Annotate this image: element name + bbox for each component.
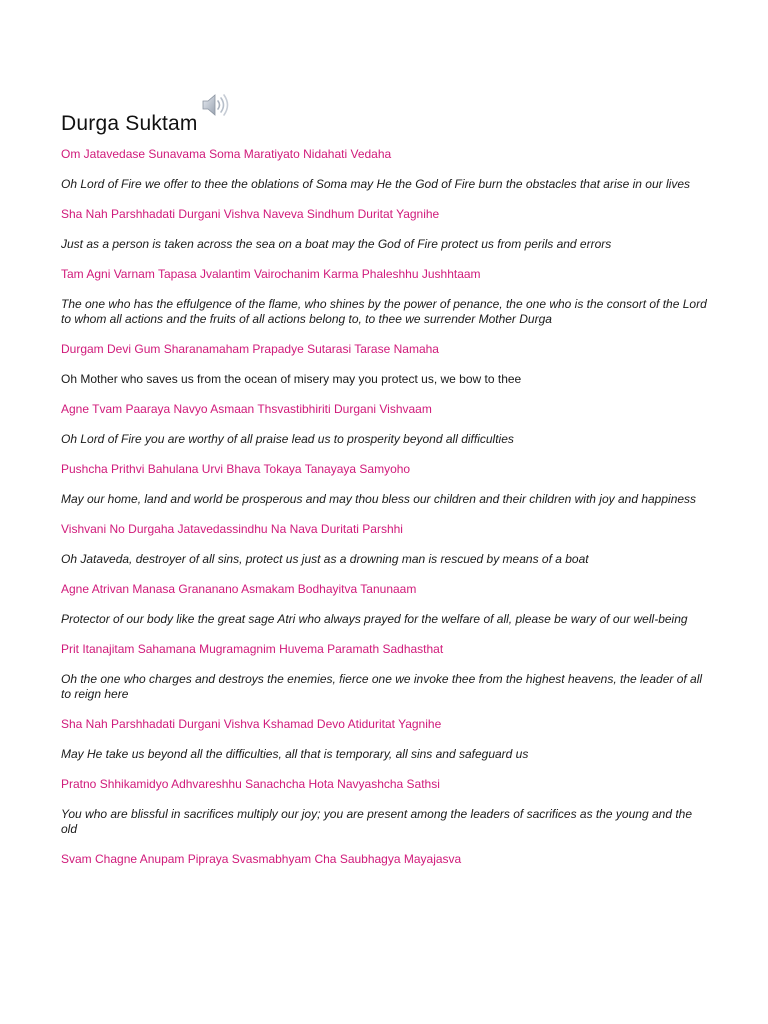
verse-translation: Oh Mother who saves us from the ocean of misery may you protect us, we bow to thee (61, 372, 522, 386)
verse-sanskrit: Durgam Devi Gum Sharanamaham Prapadye Sutarasi Tarase Namaha (61, 342, 439, 356)
verse-translation: Just as a person is taken across the sea on a boat may the God of Fire protect us from perils and errors (61, 237, 612, 251)
verse-translation: Protector of our body like the great sage Atri who always prayed for the welfare of all, please be wary of our well-being (61, 612, 688, 626)
verse-translation: Oh Jataveda, destroyer of all sins, protect us just as a drowning man is rescued by means of a boat (61, 552, 589, 566)
title-row (61, 100, 711, 134)
verse-sanskrit: Sha Nah Parshhadati Durgani Vishva Kshamad Devo Atiduritat Yagnihe (61, 717, 442, 731)
verse-list (61, 147, 711, 867)
verse-sanskrit: Pushcha Prithvi Bahulana Urvi Bhava Tokaya Tanayaya Samyoho (61, 462, 411, 476)
verse-translation: Oh Lord of Fire you are worthy of all praise lead us to prosperity beyond all difficulties (61, 432, 514, 446)
verse-sanskrit: Sha Nah Parshhadati Durgani Vishva Naveva Sindhum Duritat Yagnihe (61, 207, 440, 221)
verse-sanskrit: Agne Atrivan Manasa Grananano Asmakam Bodhayitva Tanunaam (61, 582, 417, 596)
verse-translation: Oh Lord of Fire we offer to thee the oblations of Soma may He the God of Fire burn the obstacles that arise in our lives (61, 177, 690, 191)
verse-translation: May our home, land and world be prosperous and may thou bless our children and their children with joy and happiness (61, 492, 697, 506)
verse-sanskrit: Pratno Shhikamidyo Adhvareshhu Sanachcha Hota Navyashcha Sathsi (61, 777, 440, 791)
verse-sanskrit: Agne Tvam Paaraya Navyo Asmaan Thsvastibhiriti Durgani Vishvaam (61, 402, 432, 416)
verse-translation: You who are blissful in sacrifices multiply our joy; you are present among the leaders of sacrifices as the young and the old (61, 807, 693, 836)
document-page (61, 100, 711, 882)
verse-translation: The one who has the effulgence of the flame, who shines by the power of penance, the one who is the consort of the Lord to whom all actions and the fruits of all actions belong to, to thee we surrender Mother Durga (61, 297, 707, 326)
verse-sanskrit: Vishvani No Durgaha Jatavedassindhu Na Nava Duritati Parshhi (61, 522, 403, 536)
verse-sanskrit: Tam Agni Varnam Tapasa Jvalantim Vairochanim Karma Phaleshhu Jushhtaam (61, 267, 481, 281)
verse-translation: Oh the one who charges and destroys the enemies, fierce one we invoke thee from the highest heavens, the leader of all to reign here (61, 672, 703, 701)
page-title: Durga Suktam (61, 112, 198, 135)
verse-sanskrit: Prit Itanajitam Sahamana Mugramagnim Huvema Paramath Sadhasthat (61, 642, 444, 656)
verse-translation: May He take us beyond all the difficulties, all that is temporary, all sins and safeguard us (61, 747, 529, 761)
verse-sanskrit: Svam Chagne Anupam Pipraya Svasmabhyam Cha Saubhagya Mayajasva (61, 852, 462, 866)
speaker-icon[interactable] (200, 90, 234, 120)
verse-sanskrit: Om Jatavedase Sunavama Soma Maratiyato Nidahati Vedaha (61, 147, 392, 161)
